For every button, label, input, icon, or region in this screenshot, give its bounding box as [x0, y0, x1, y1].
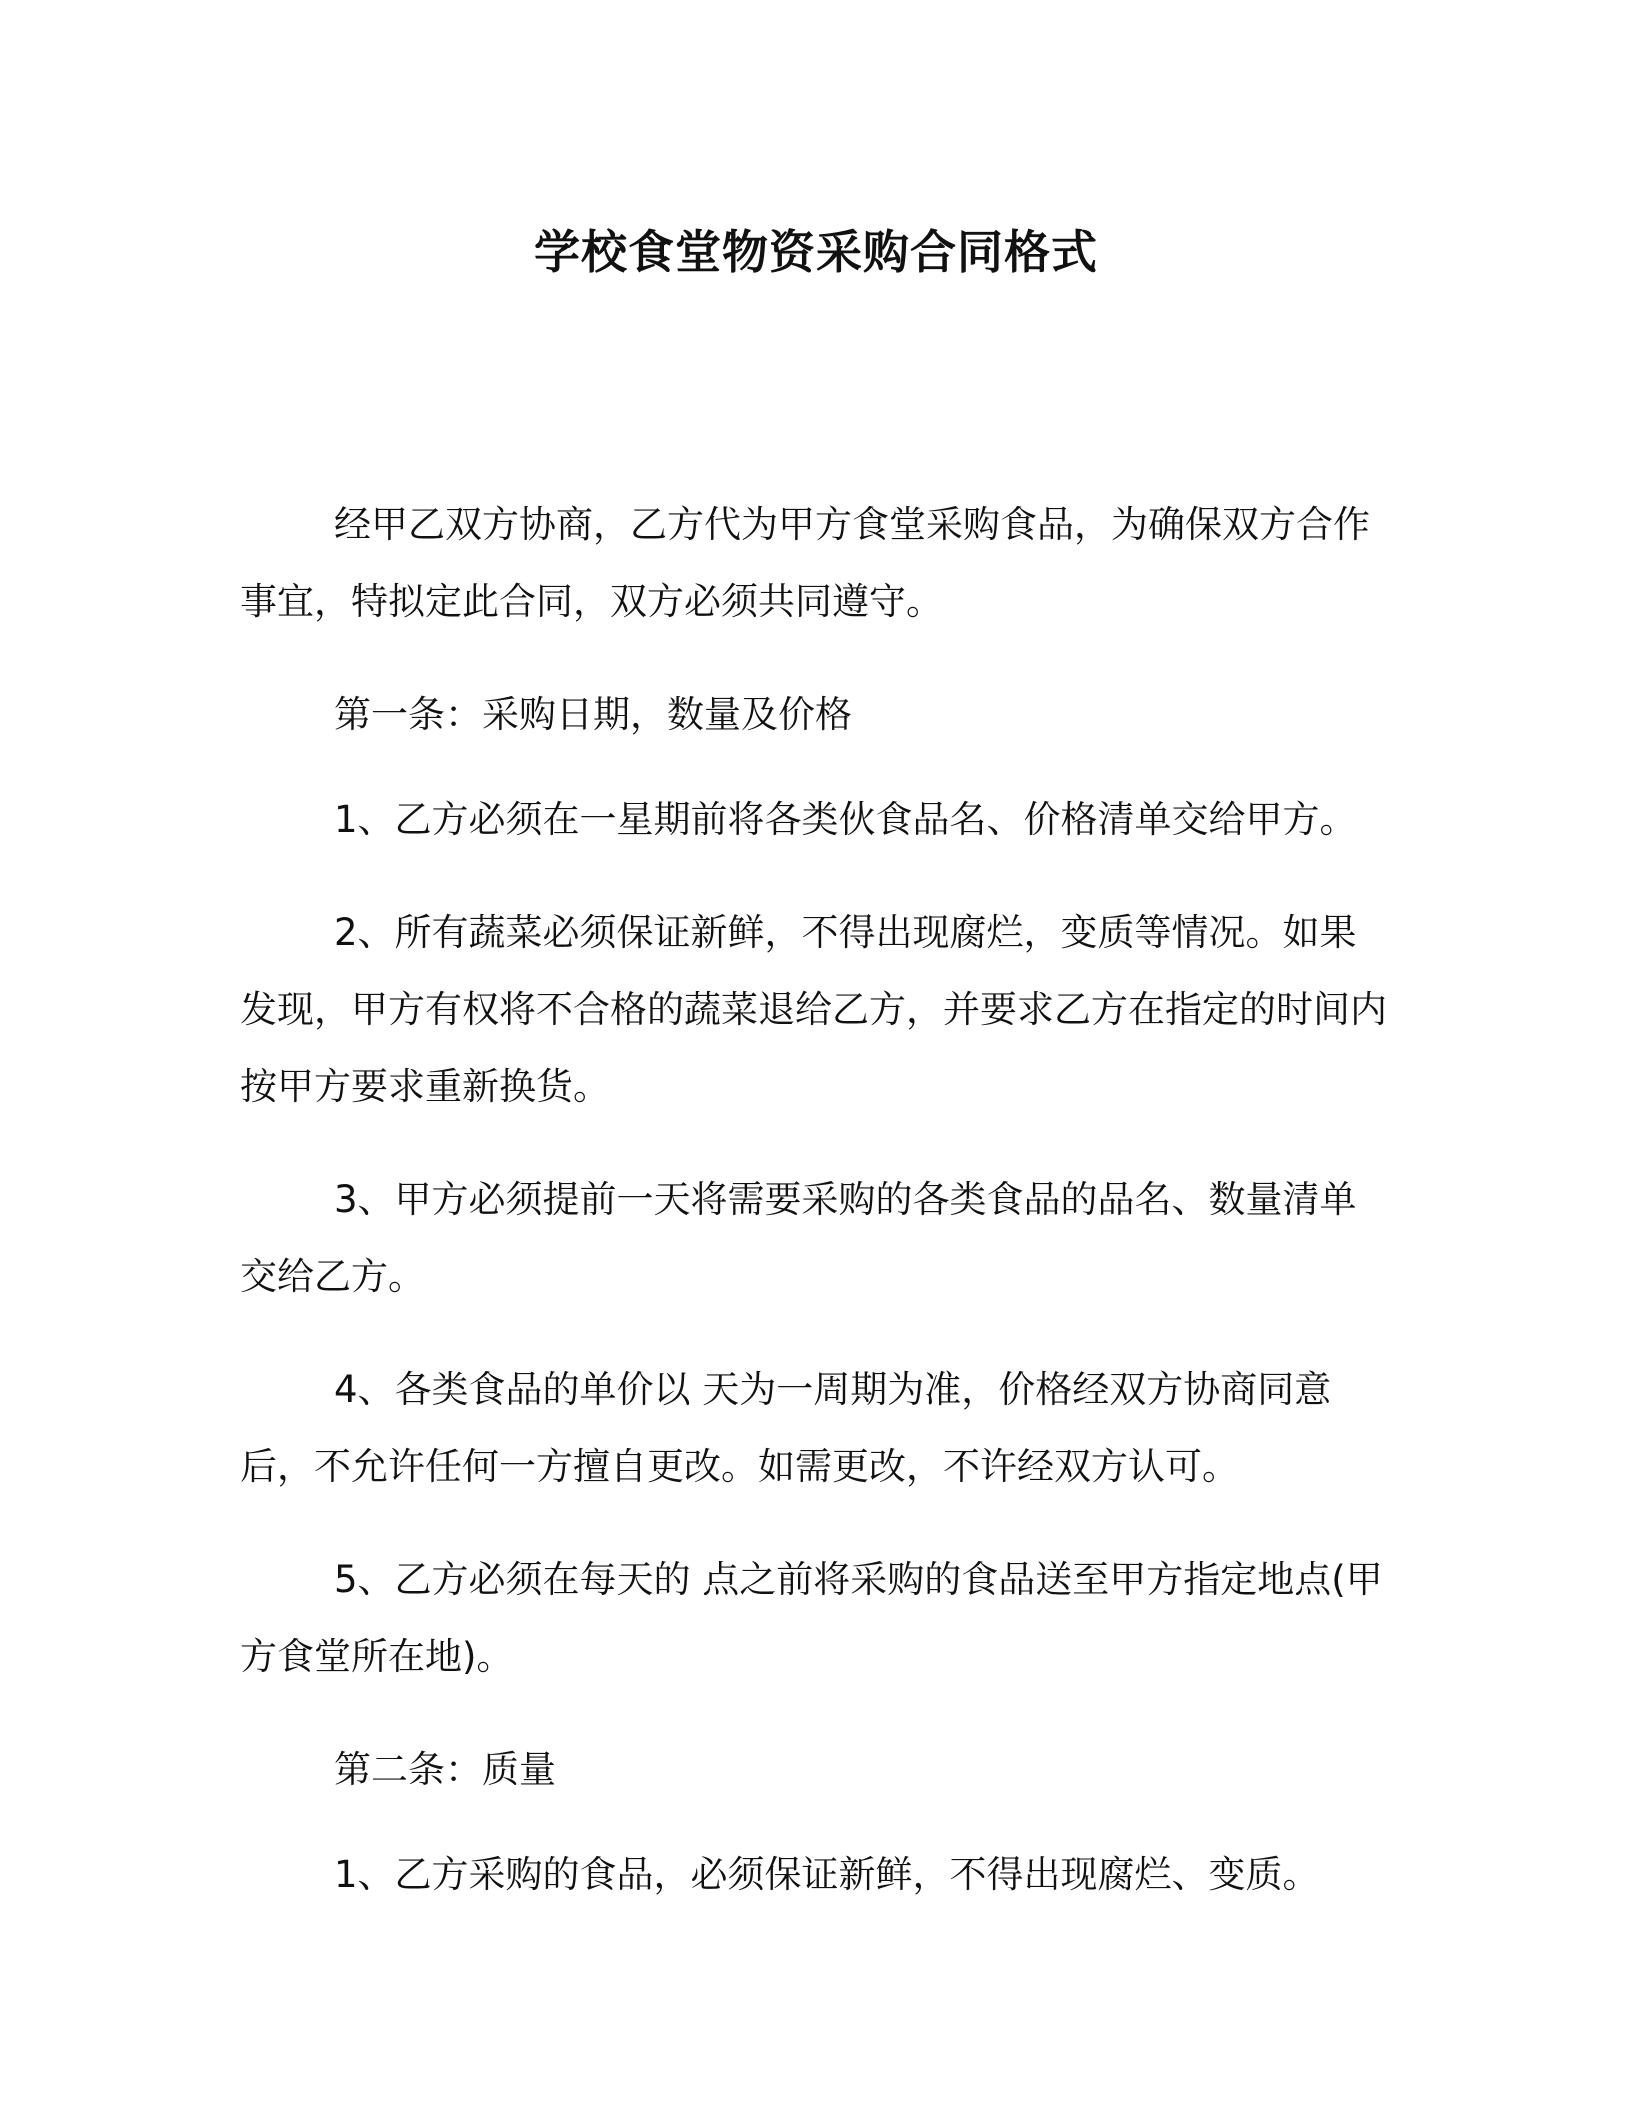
document-body — [240, 486, 1390, 1949]
article-1-clause-3: 3、甲方必须提前一天将需要采购的各类食品的品名、数量清单交给乙方。 — [240, 1178, 1357, 1298]
article-1-clause-2: 2、所有蔬菜必须保证新鲜，不得出现腐烂，变质等情况。如果发现，甲方有权将不合格的蔬菜退给乙方，并要求乙方在指定的时间内按甲方要求重新换货。 — [240, 911, 1387, 1108]
article-2-heading: 第二条：质量 — [334, 1748, 556, 1791]
document-title: 学校食堂物资采购合同格式 — [534, 225, 1098, 279]
article-1-clause-4: 4、各类食品的单价以 天为一周期为准，价格经双方协商同意后，不允许任何一方擅自更改。如需更改，不许经双方认可。 — [240, 1368, 1332, 1488]
article-1-clause-5: 5、乙方必须在每天的 点之前将采购的食品送至甲方指定地点(甲方食堂所在地)。 — [240, 1558, 1383, 1678]
article-2-clause-1: 1、乙方采购的食品，必须保证新鲜，不得出现腐烂、变质。 — [334, 1853, 1320, 1896]
intro-paragraph: 经甲乙双方协商，乙方代为甲方食堂采购食品，为确保双方合作事宜，特拟定此合同，双方必须共同遵守。 — [240, 503, 1370, 623]
article-1-clause-1: 1、乙方必须在一星期前将各类伙食品名、价格清单交给甲方。 — [334, 798, 1357, 841]
article-1-heading: 第一条：采购日期，数量及价格 — [334, 693, 852, 736]
